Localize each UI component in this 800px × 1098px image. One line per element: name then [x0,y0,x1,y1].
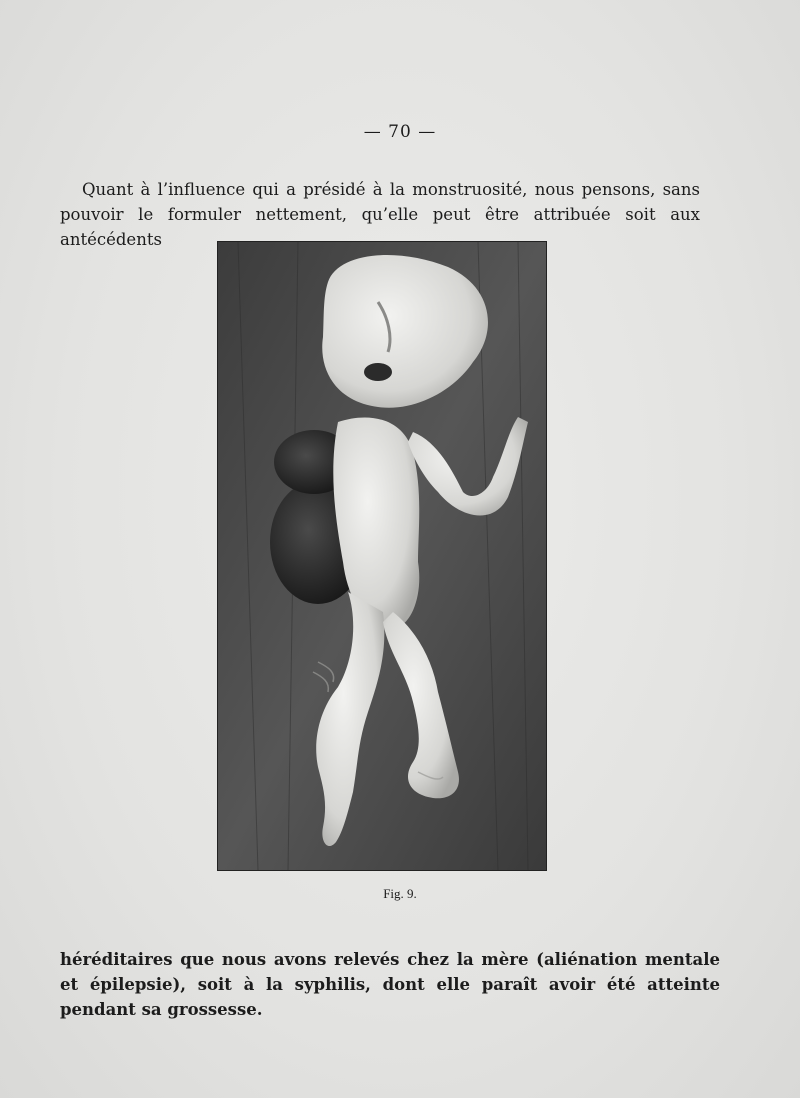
specimen-illustration [218,242,546,870]
paragraph-top: Quant à l’influence qui a présidé à la monstruosité, nous pensons, sans pouvoir le formuler nettement, qu’elle peut être attribuée soit aux antécédents [60,179,700,249]
page-number: — 70 — [363,122,437,142]
paragraph-bottom: héréditaires que nous avons relevés chez la mère (aliénation mentale et épilepsie), soit à la syphilis, dont elle paraît avoir été atteinte pendant sa grossesse. [60,949,720,1019]
figure-photograph [217,241,547,871]
figure-caption: Fig. 9. [383,886,417,901]
mouth [364,363,392,381]
